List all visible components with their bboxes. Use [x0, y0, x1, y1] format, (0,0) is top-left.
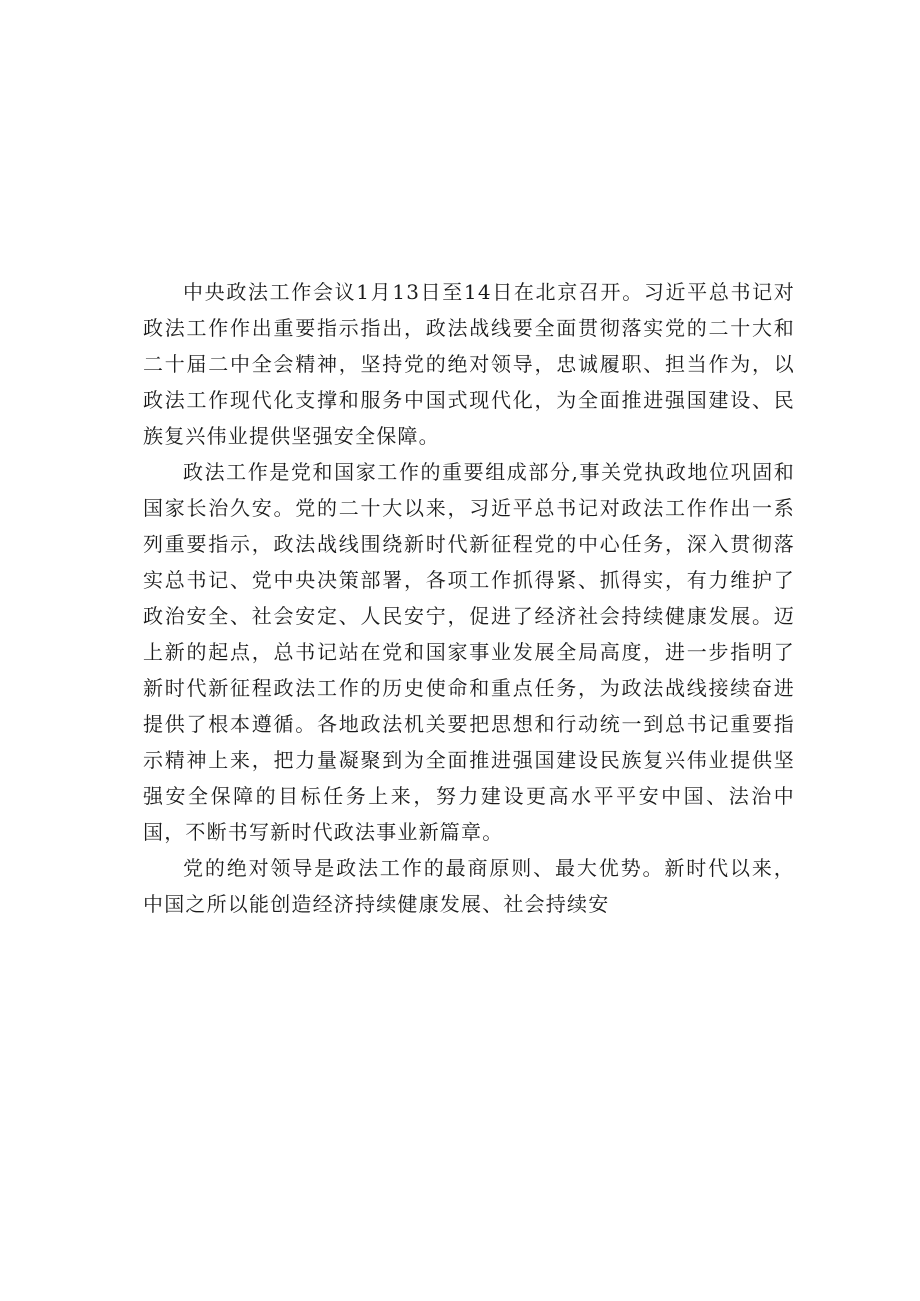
paragraph-1: 中央政法工作会议1月13日至14日在北京召开。习近平总书记对政法工作作出重要指示指出，政法战线要全面贯彻落实党的二十大和二十届二中全会精神，坚持党的绝对领导，忠诚履职、担当作为，以政法工作现代化支撑和服务中国式现代化，为全面推进强国建设、民族复兴伟业提供坚强安全保障。: [143, 280, 795, 448]
document-body: [143, 274, 795, 922]
paragraph-3: 党的绝对领导是政法工作的最商原则、最大优势。新时代以来，中国之所以能创造经济持续健康发展、社会持续安: [143, 856, 795, 916]
paragraph-2: 政法工作是党和国家工作的重要组成部分,事关党执政地位巩固和国家长治久安。党的二十大以来，习近平总书记对政法工作作出一系列重要指示，政法战线围绕新时代新征程党的中心任务，深入贯彻落实总书记、党中央决策部署，各项工作抓得紧、抓得实，有力维护了政治安全、社会安定、人民安宁，促进了经济社会持续健康发展。迈上新的起点，总书记站在党和国家事业发展全局高度，进一步指明了新时代新征程政法工作的历史使命和重点任务，为政法战线接续奋进提供了根本遵循。各地政法机关要把思想和行动统一到总书记重要指示精神上来，把力量凝聚到为全面推进强国建设民族复兴伟业提供坚强安全保障的目标任务上来，努力建设更高水平平安中国、法治中国，不断书写新时代政法事业新篇章。: [143, 460, 795, 844]
